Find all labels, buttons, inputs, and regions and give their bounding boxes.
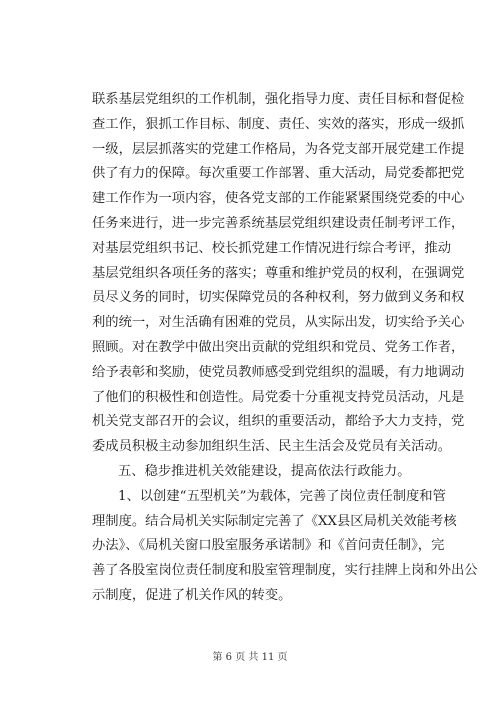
text-line: 对基层党组织书记、校长抓党建工作情况进行综合考评，推动	[92, 240, 452, 256]
text-line: 照顾。对在教学中做出突出贡献的党组织和党员、党务工作者，	[92, 339, 465, 355]
text-line: 给予表彰和奖励，使党员教师感受到党组织的温暖，有力地调动	[92, 364, 465, 380]
text-line: 办法》、《局机关窗口股室服务承诺制》和《首问责任制》，完	[92, 538, 445, 554]
text-line: 委成员积极主动参加组织生活、民主生活会及党员有关活动。	[92, 439, 452, 455]
text-line: 了他们的积极性和创造性。局党委十分重视支持党员活动，凡是	[92, 389, 465, 405]
text-line: 联系基层党组织的工作机制，强化指导力度、责任目标和督促检	[92, 92, 465, 107]
text-line: 员尽义务的同时，切实保障党员的各种权利，努力做到义务和权	[92, 290, 465, 306]
text-line: 基层党组织各项任务的落实；尊重和维护党员的权利，在强调党	[92, 265, 465, 281]
page-footer: 第 6 页 共 11 页	[212, 652, 288, 663]
text-line: 查工作，狠抓工作目标、制度、责任、实效的落实，形成一级抓	[92, 116, 465, 132]
text-line: 1、以创建“五型机关”为载体，完善了岗位责任制度和管	[118, 488, 446, 504]
section-heading: 五、稳步推进机关效能建设，提高依法行政能力。	[118, 463, 411, 479]
text-line: 机关党支部召开的会议，组织的重要活动，都给予大力支持，党	[92, 414, 465, 430]
text-line: 供了有力的保障。每次重要工作部署、重大活动，局党委都把党	[92, 166, 465, 182]
text-line: 善了各股室岗位责任制度和股室管理制度，实行挂牌上岗和外出公	[92, 563, 478, 579]
text-line: 理制度。结合局机关实际制定完善了《XX县区局机关效能考核	[92, 513, 457, 529]
text-line: 一级，层层抓落实的党建工作格局，为各党支部开展党建工作提	[92, 141, 465, 157]
text-line: 建工作作为一项内容，使各党支部的工作能紧紧围绕党委的中心	[92, 191, 465, 207]
text-line: 利的统一，对生活确有困难的党员，从实际出发，切实给予关心	[92, 315, 465, 331]
text-line: 示制度，促进了机关作风的转变。	[92, 587, 292, 603]
text-line: 任务来进行，进一步完善系统基层党组织建设责任制考评工作，	[92, 215, 465, 231]
body-text	[92, 88, 478, 609]
